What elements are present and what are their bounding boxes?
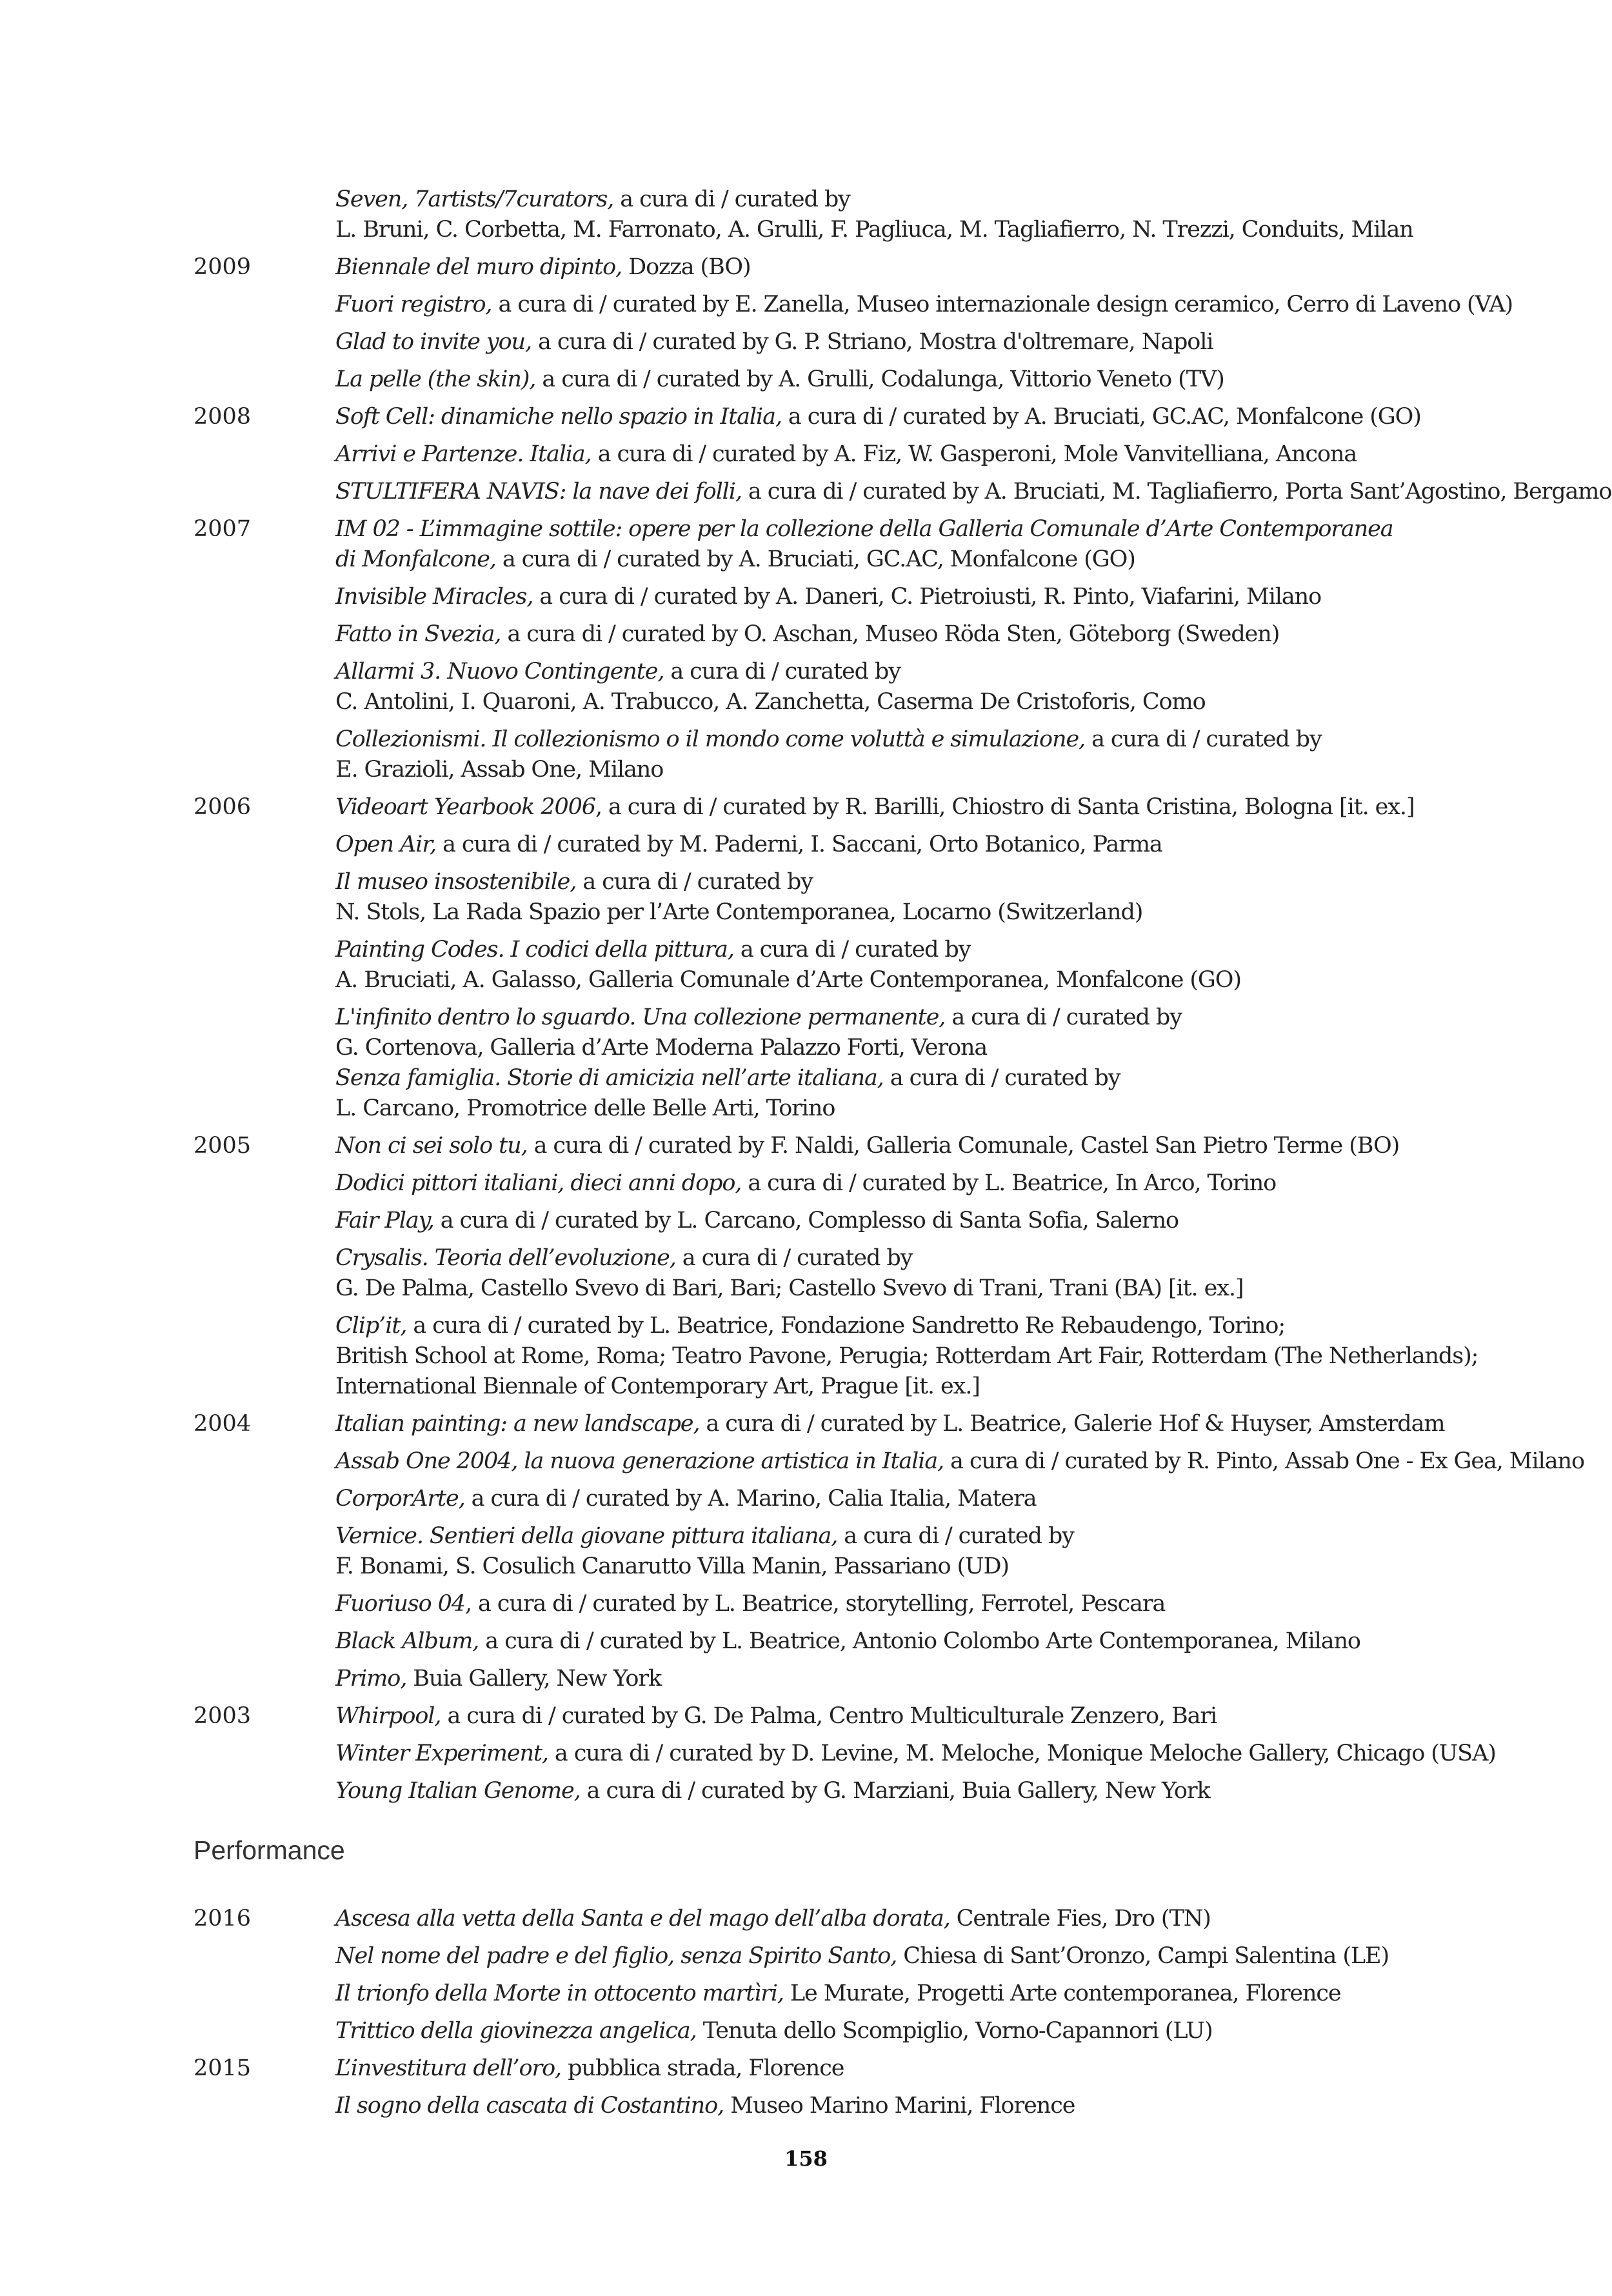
entry-details: a cura di / curated by G. Marziani, Buia Gallery, New York: [580, 1778, 1210, 1804]
entry-line: [335, 514, 1548, 544]
entry-details: a cura di / curated by L. Beatrice, Antonio Colombo Arte Contemporanea, Milano: [479, 1628, 1360, 1654]
entry-title: Black Album,: [335, 1628, 479, 1654]
entry-text: [335, 327, 1548, 357]
entry-line: [335, 1701, 1548, 1732]
entry-details: a cura di / curated by: [664, 659, 901, 684]
entry-line: [335, 1372, 1548, 1402]
entry-details: Chiesa di Sant’Oronzo, Campi Salentina (LE): [897, 1943, 1389, 1969]
entry-title: Italian painting: a new landscape,: [335, 1411, 700, 1437]
entry-details: a cura di / curated by M. Paderni, I. Saccani, Orto Botanico, Parma: [436, 832, 1162, 857]
entry-year: 2007: [194, 516, 252, 542]
entry-text: [335, 477, 1612, 507]
entry-line: [335, 2053, 1548, 2084]
entry-title: Clip’it,: [335, 1313, 407, 1339]
entry-title: IM 02 - L’immagine sottile: opere per la collezione della Galleria Comunale d’Arte Contemporanea: [335, 516, 1393, 542]
entry-title: Seven, 7artists/7curators,: [335, 186, 614, 212]
entry-title: Senza famiglia. Storie di amicizia nell’arte italiana,: [335, 1065, 884, 1091]
entry-title: Whirpool,: [335, 1703, 441, 1729]
entry-text: [335, 2016, 1548, 2046]
entry-details: Le Murate, Progetti Arte contemporanea, Florence: [783, 1981, 1341, 2006]
entry-title: Biennale del muro dipinto,: [335, 254, 622, 280]
entry-details: a cura di / curated by: [945, 1004, 1182, 1030]
entry-line: [335, 1664, 1548, 1694]
entry-title: Crysalis. Teoria dell’evoluzione,: [335, 1245, 676, 1271]
entry-line: [335, 1063, 1548, 1093]
section-heading-performance: Performance: [194, 1835, 345, 1865]
entry-line: [335, 215, 1548, 245]
entry-text: [335, 402, 1548, 432]
entry-details: a cura di / curated by A. Bruciati, GC.AC, Monfalcone (GO): [781, 404, 1421, 430]
entry-title: STULTIFERA NAVIS: la nave dei folli,: [335, 479, 742, 504]
entry-details: a cura di / curated by R. Pinto, Assab One - Ex Gea, Milano: [944, 1448, 1584, 1474]
document-content: [194, 185, 1612, 2128]
entry-line: [335, 867, 1548, 897]
list-item: [194, 1446, 1584, 1477]
entry-line: [335, 439, 1548, 470]
entry-text: [335, 1206, 1548, 1236]
entry-line: [335, 544, 1548, 575]
entry-line: [335, 1446, 1584, 1477]
entry-line: [335, 1521, 1548, 1552]
entry-details: Centrale Fies, Dro (TN): [950, 1906, 1211, 1932]
entry-text: [335, 619, 1548, 650]
entry-text: [335, 1168, 1548, 1199]
entry-details: a cura di / curated by: [675, 1245, 913, 1271]
entry-details: C. Antolini, I. Quaroni, A. Trabucco, A. Zanchetta, Caserma De Cristoforis, Como: [335, 689, 1206, 715]
entry-year: 2008: [194, 404, 252, 430]
performances-list: [194, 1904, 1548, 2121]
entry-title: Videoart Yearbook 2006: [335, 794, 595, 820]
entry-title: Glad to invite you,: [335, 329, 532, 355]
list-item: [194, 2016, 1548, 2046]
list-item: [194, 252, 1548, 283]
entry-title: L’investitura dell’oro,: [335, 2055, 562, 2081]
list-item: [194, 1664, 1548, 1694]
entry-line: [335, 1979, 1548, 2009]
entry-details: A. Bruciati, A. Galasso, Galleria Comunale d’Arte Contemporanea, Monfalcone (GO): [335, 967, 1241, 993]
entry-text: [335, 185, 1548, 245]
entry-details: a cura di / curated by: [613, 186, 850, 212]
entry-details: a cura di / curated by: [1085, 726, 1322, 752]
list-item: [194, 2053, 1548, 2084]
list-item: [194, 439, 1548, 470]
entry-line: [335, 897, 1548, 928]
entry-text: [335, 1904, 1548, 1934]
entry-title: La pelle (the skin),: [335, 366, 536, 392]
entry-title: Collezionismi. Il collezionismo o il mondo come voluttà e simulazione,: [335, 726, 1086, 752]
entry-details: a cura di / curated by O. Aschan, Museo Röda Sten, Göteborg (Sweden): [501, 621, 1280, 647]
entry-title: Arrivi e Partenze. Italia,: [335, 441, 592, 467]
list-item: [194, 1979, 1548, 2009]
entry-text: [335, 514, 1548, 575]
entry-text: [335, 830, 1548, 860]
list-item: [194, 185, 1548, 245]
entry-title: Primo,: [335, 1666, 407, 1692]
entry-text: [335, 935, 1548, 995]
entry-details: a cura di / curated by A. Bruciati, M. Tagliafierro, Porta Sant’Agostino, Bergamo: [741, 479, 1612, 504]
entry-details: Museo Marino Marini, Florence: [724, 2093, 1075, 2119]
exhibitions-list: [194, 185, 1612, 1806]
list-item: [194, 935, 1548, 995]
entry-line: [335, 687, 1548, 717]
entry-line: [335, 1131, 1548, 1161]
entry-year: 2015: [194, 2055, 252, 2081]
entry-line: [335, 2091, 1548, 2121]
list-item: [194, 1311, 1548, 1402]
entry-text: [335, 1131, 1548, 1161]
list-item: [194, 514, 1548, 575]
list-item: [194, 402, 1548, 432]
entry-title: Fair Play,: [335, 1208, 434, 1233]
list-item: [194, 1409, 1548, 1439]
entry-text: [335, 724, 1548, 785]
entry-details: a cura di / curated by: [837, 1523, 1074, 1549]
entry-line: [335, 1311, 1548, 1341]
entry-title: Soft Cell: dinamiche nello spazio in Italia,: [335, 404, 782, 430]
entry-details: British School at Rome, Roma; Teatro Pavone, Perugia; Rotterdam Art Fair, Rotterdam (The Netherlands);: [335, 1343, 1478, 1369]
entry-details: Dozza (BO): [622, 254, 751, 280]
list-item: [194, 1243, 1548, 1304]
list-item: [194, 2091, 1548, 2121]
entry-details: a cura di / curated by A. Bruciati, GC.AC, Monfalcone (GO): [495, 546, 1135, 572]
entry-text: [335, 1941, 1548, 1972]
page-number: 158: [784, 2146, 828, 2171]
entry-title: di Monfalcone,: [335, 546, 496, 572]
list-item: [194, 724, 1548, 785]
entry-title: Open Air,: [335, 832, 437, 857]
entry-text: [335, 1664, 1548, 1694]
entry-text: [335, 1739, 1548, 1769]
entry-line: [335, 290, 1548, 320]
entry-title: Fatto in Svezia,: [335, 621, 501, 647]
entry-line: [335, 1168, 1548, 1199]
entry-details: a cura di / curated by L. Beatrice, Galerie Hof & Huyser, Amsterdam: [699, 1411, 1445, 1437]
entry-title: Fuoriuso 04: [335, 1591, 465, 1617]
entry-details: G. De Palma, Castello Svevo di Bari, Bari; Castello Svevo di Trani, Trani (BA) [it. ex.]: [335, 1275, 1244, 1301]
entry-details: a cura di / curated by E. Zanella, Museo internazionale design ceramico, Cerro di Laveno (VA): [492, 292, 1513, 317]
entry-line: [335, 830, 1548, 860]
entry-title: CorporArte,: [335, 1486, 465, 1512]
entry-line: [335, 1776, 1548, 1806]
list-item: [194, 1701, 1548, 1732]
entry-line: [335, 252, 1548, 283]
entry-details: a cura di / curated by: [733, 937, 971, 963]
entry-title: Nel nome del padre e del figlio, senza Spirito Santo,: [335, 1943, 897, 1969]
entry-line: [335, 1093, 1548, 1124]
list-item: [194, 1131, 1548, 1161]
entry-line: [335, 1273, 1548, 1304]
entry-line: [335, 1003, 1548, 1033]
entry-title: Il trionfo della Morte in ottocento martìri,: [335, 1981, 784, 2006]
entry-line: [335, 1341, 1548, 1372]
entry-year: 2006: [194, 794, 252, 820]
entry-title: Invisible Miracles,: [335, 584, 533, 610]
list-item: [194, 1589, 1548, 1619]
entry-details: a cura di / curated by A. Marino, Calia Italia, Matera: [464, 1486, 1037, 1512]
list-item: [194, 1168, 1548, 1199]
entry-text: [335, 1701, 1548, 1732]
entry-title: Assab One 2004, la nuova generazione artistica in Italia,: [335, 1448, 944, 1474]
entry-details: Tenuta dello Scompiglio, Vorno-Capannori (LU): [696, 2018, 1213, 2044]
entry-line: [335, 1243, 1548, 1273]
entry-details: a cura di / curated by F. Naldi, Galleria Comunale, Castel San Pietro Terme (BO): [527, 1133, 1400, 1159]
entry-text: [335, 1589, 1548, 1619]
entry-line: [335, 402, 1548, 432]
list-item: [194, 1776, 1548, 1806]
entry-title: Vernice. Sentieri della giovane pittura italiana,: [335, 1523, 838, 1549]
entry-text: [335, 1409, 1548, 1439]
entry-title: Non ci sei solo tu,: [335, 1133, 528, 1159]
entry-text: [335, 1003, 1548, 1124]
list-item: [194, 477, 1612, 507]
entry-text: [335, 290, 1548, 320]
entry-line: [335, 185, 1548, 215]
entry-title: Dodici pittori italiani, dieci anni dopo,: [335, 1170, 742, 1196]
entry-text: [335, 1484, 1548, 1514]
entry-year: 2005: [194, 1133, 252, 1159]
list-item: [194, 619, 1548, 650]
entry-details: F. Bonami, S. Cosulich Canarutto Villa Manin, Passariano (UD): [335, 1553, 1009, 1579]
entry-details: pubblica strada, Florence: [561, 2055, 844, 2081]
entry-title: Painting Codes. I codici della pittura,: [335, 937, 734, 963]
entry-details: a cura di / curated by A. Grulli, Codalunga, Vittorio Veneto (TV): [535, 366, 1224, 392]
entry-details: G. Cortenova, Galleria d’Arte Moderna Palazzo Forti, Verona: [335, 1035, 988, 1061]
entry-year: 2009: [194, 254, 252, 280]
entry-text: [335, 364, 1548, 395]
entry-details: International Biennale of Contemporary Art, Prague [it. ex.]: [335, 1373, 980, 1399]
entry-line: [335, 935, 1548, 965]
entry-line: [335, 1626, 1548, 1657]
entry-title: Trittico della giovinezza angelica,: [335, 2018, 697, 2044]
list-item: [194, 1484, 1548, 1514]
entry-details: a cura di / curated by L. Beatrice, In Arco, Torino: [741, 1170, 1277, 1196]
entry-text: [335, 867, 1548, 928]
entry-title: Allarmi 3. Nuovo Contingente,: [335, 659, 664, 684]
entry-title: Young Italian Genome,: [335, 1778, 581, 1804]
list-item: [194, 657, 1548, 717]
entry-line: [335, 1409, 1548, 1439]
entry-title: L'infinito dentro lo sguardo. Una collezione permanente,: [335, 1004, 946, 1030]
entry-title: Ascesa alla vetta della Santa e del mago dell’alba dorata,: [335, 1906, 950, 1932]
entry-line: [335, 965, 1548, 995]
entry-line: [335, 327, 1548, 357]
entry-line: [335, 1739, 1548, 1769]
entry-title: Il museo insostenibile,: [335, 869, 577, 895]
entry-text: [335, 2053, 1548, 2084]
entry-details: a cura di / curated by L. Beatrice, Fondazione Sandretto Re Rebaudengo, Torino;: [406, 1313, 1286, 1339]
entry-text: [335, 1243, 1548, 1304]
entry-year: 2004: [194, 1411, 252, 1437]
list-item: [194, 327, 1548, 357]
entry-details: a cura di / curated by G. P. Striano, Mostra d'oltremare, Napoli: [532, 329, 1213, 355]
entry-text: [335, 439, 1548, 470]
entry-text: [335, 252, 1548, 283]
entry-title: Winter Experiment,: [335, 1741, 548, 1766]
entry-line: [335, 755, 1548, 785]
entry-details: E. Grazioli, Assab One, Milano: [335, 757, 664, 783]
entry-line: [335, 1484, 1548, 1514]
entry-details: L. Carcano, Promotrice delle Belle Arti, Torino: [335, 1095, 835, 1121]
entry-line: [335, 657, 1548, 687]
entry-line: [335, 619, 1548, 650]
list-item: [194, 1003, 1548, 1124]
entry-line: [335, 792, 1548, 823]
entry-line: [335, 724, 1548, 755]
entry-line: [335, 1033, 1548, 1063]
list-item: [194, 1521, 1548, 1582]
entry-details: a cura di / curated by L. Carcano, Complesso di Santa Sofia, Salerno: [433, 1208, 1179, 1233]
entry-details: L. Bruni, C. Corbetta, M. Farronato, A. Grulli, F. Pagliuca, M. Tagliafierro, N. Trezzi, Conduits, Milan: [335, 217, 1413, 243]
entry-line: [335, 1552, 1548, 1582]
entry-details: N. Stols, La Rada Spazio per l’Arte Contemporanea, Locarno (Switzerland): [335, 899, 1143, 925]
list-item: [194, 364, 1548, 395]
entry-text: [335, 1979, 1548, 2009]
entry-text: [335, 1626, 1548, 1657]
entry-text: [335, 792, 1548, 823]
entry-details: , a cura di / curated by L. Beatrice, storytelling, Ferrotel, Pescara: [464, 1591, 1166, 1617]
entry-text: [335, 1446, 1584, 1477]
entry-details: Buia Gallery, New York: [406, 1666, 662, 1692]
entry-year: 2003: [194, 1703, 252, 1729]
entry-line: [335, 1904, 1548, 1934]
entry-text: [335, 1521, 1548, 1582]
entry-line: [335, 477, 1612, 507]
entry-text: [335, 1776, 1548, 1806]
entry-line: [335, 1941, 1548, 1972]
entry-line: [335, 1206, 1548, 1236]
entry-line: [335, 2016, 1548, 2046]
entry-details: a cura di / curated by: [883, 1065, 1120, 1091]
entry-text: [335, 1311, 1548, 1402]
entry-details: a cura di / curated by: [576, 869, 813, 895]
entry-text: [335, 2091, 1548, 2121]
list-item: [194, 290, 1548, 320]
entry-details: a cura di / curated by D. Levine, M. Meloche, Monique Meloche Gallery, Chicago (USA): [548, 1741, 1496, 1766]
entry-details: , a cura di / curated by R. Barilli, Chiostro di Santa Cristina, Bologna [it. ex.]: [595, 794, 1415, 820]
list-item: [194, 867, 1548, 928]
entry-details: a cura di / curated by A. Daneri, C. Pietroiusti, R. Pinto, Viafarini, Milano: [533, 584, 1322, 610]
entry-year: 2016: [194, 1906, 252, 1932]
list-item: [194, 830, 1548, 860]
entry-text: [335, 657, 1548, 717]
list-item: [194, 1206, 1548, 1236]
entry-line: [335, 364, 1548, 395]
entry-title: Il sogno della cascata di Costantino,: [335, 2093, 724, 2119]
entry-details: a cura di / curated by A. Fiz, W. Gasperoni, Mole Vanvitelliana, Ancona: [591, 441, 1357, 467]
entry-text: [335, 582, 1548, 612]
list-item: [194, 1904, 1548, 1934]
entry-title: Fuori registro,: [335, 292, 492, 317]
list-item: [194, 1739, 1548, 1769]
list-item: [194, 1626, 1548, 1657]
list-item: [194, 582, 1548, 612]
entry-line: [335, 582, 1548, 612]
list-item: [194, 1941, 1548, 1972]
entry-line: [335, 1589, 1548, 1619]
entry-details: a cura di / curated by G. De Palma, Centro Multiculturale Zenzero, Bari: [441, 1703, 1217, 1729]
list-item: [194, 792, 1548, 823]
